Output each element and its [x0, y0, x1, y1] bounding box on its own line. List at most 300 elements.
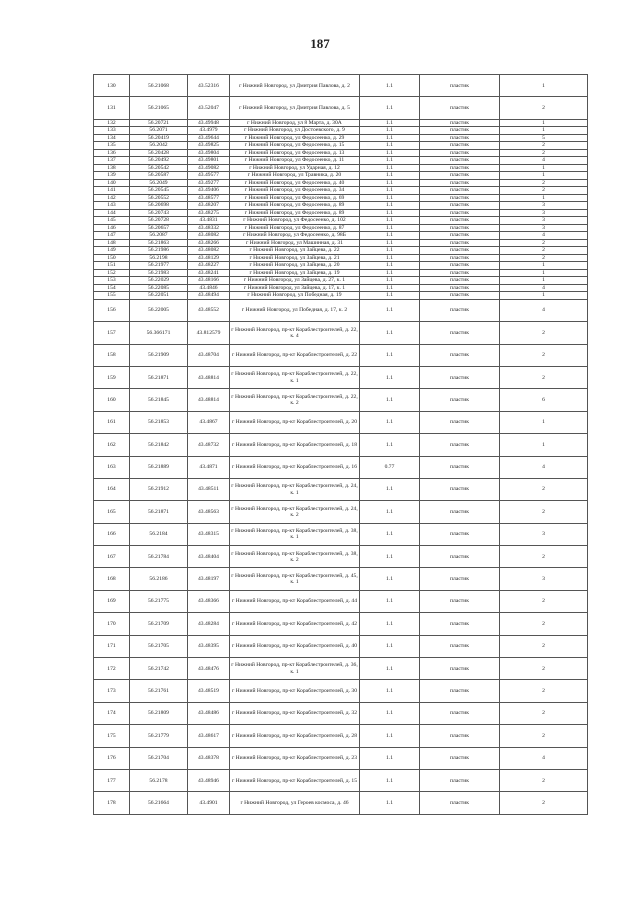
latitude-cell: 56.2198: [130, 254, 188, 262]
latitude-cell: 56.21065: [130, 97, 188, 119]
address-cell: г Нижний Новгород, ул Ударная, д. 12: [230, 164, 360, 172]
latitude-cell: 56.2071: [130, 127, 188, 135]
container-count-cell: 1: [500, 119, 588, 127]
container-count-cell: 2: [500, 769, 588, 791]
latitude-cell: 56.20698: [130, 202, 188, 210]
container-material-cell: пластик: [420, 284, 500, 292]
container-count-cell: 3: [500, 217, 588, 225]
table-row: [94, 157, 588, 165]
longitude-cell: 43.4846: [188, 284, 230, 292]
longitude-cell: 43.48241: [188, 269, 230, 277]
container-volume-cell: 1.1: [360, 613, 420, 635]
row-number-cell: 148: [94, 239, 130, 247]
latitude-cell: 56.20743: [130, 209, 188, 217]
container-count-cell: 3: [500, 224, 588, 232]
latitude-cell: 56.21977: [130, 262, 188, 270]
container-count-cell: 2: [500, 149, 588, 157]
table-row: [94, 284, 588, 292]
container-count-cell: 2: [500, 254, 588, 262]
row-number-cell: 159: [94, 366, 130, 388]
container-count-cell: 2: [500, 658, 588, 680]
container-material-cell: пластик: [420, 501, 500, 523]
container-count-cell: 2: [500, 366, 588, 388]
table-row: [94, 680, 588, 702]
longitude-cell: 43.4871: [188, 456, 230, 478]
container-volume-cell: 1.1: [360, 344, 420, 366]
container-count-cell: 2: [500, 702, 588, 724]
container-count-cell: 2: [500, 247, 588, 255]
container-material-cell: пластик: [420, 232, 500, 240]
container-volume-cell: 1.1: [360, 658, 420, 680]
latitude-cell: 56.21775: [130, 590, 188, 612]
address-cell: г Нижний Новгород, пр-кт Кораблестроителей, д. 22, к. 2: [230, 389, 360, 411]
row-number-cell: 157: [94, 322, 130, 344]
table-row: [94, 299, 588, 321]
table-row: [94, 344, 588, 366]
container-volume-cell: 1.1: [360, 284, 420, 292]
address-cell: г Нижний Новгород, ул Федосеенко, д. 87: [230, 224, 360, 232]
container-volume-cell: 1.1: [360, 769, 420, 791]
container-material-cell: пластик: [420, 134, 500, 142]
container-volume-cell: 1.1: [360, 202, 420, 210]
container-volume-cell: 1.1: [360, 568, 420, 590]
row-number-cell: 152: [94, 269, 130, 277]
table-row: [94, 613, 588, 635]
row-number-cell: 171: [94, 635, 130, 657]
row-number-cell: 164: [94, 478, 130, 500]
container-count-cell: 1: [500, 127, 588, 135]
container-material-cell: пластик: [420, 434, 500, 456]
container-count-cell: 4: [500, 157, 588, 165]
table-body: [94, 75, 588, 815]
container-count-cell: 4: [500, 456, 588, 478]
longitude-cell: 43.48315: [188, 523, 230, 545]
container-count-cell: 2: [500, 478, 588, 500]
address-cell: г Нижний Новгород, пр-кт Кораблестроителей, д. 24, к. 1: [230, 478, 360, 500]
container-material-cell: пластик: [420, 292, 500, 300]
latitude-cell: 56.21779: [130, 725, 188, 747]
table-row: [94, 194, 588, 202]
latitude-cell: 56.22005: [130, 299, 188, 321]
longitude-cell: 43.48366: [188, 590, 230, 612]
address-cell: г Нижний Новгород, пр-кт Кораблестроителей, д. 45, к. 1: [230, 568, 360, 590]
address-cell: г Нижний Новгород, пр-кт Кораблестроителей, д. 22, к. 1: [230, 366, 360, 388]
container-count-cell: 1: [500, 164, 588, 172]
address-cell: г Нижний Новгород, ул Федосеенко, д. 89: [230, 209, 360, 217]
longitude-cell: 43.48275: [188, 209, 230, 217]
container-volume-cell: 1.1: [360, 277, 420, 285]
latitude-cell: 56.20657: [130, 224, 188, 232]
row-number-cell: 161: [94, 411, 130, 433]
longitude-cell: 43.48404: [188, 546, 230, 568]
container-material-cell: пластик: [420, 613, 500, 635]
row-number-cell: 143: [94, 202, 130, 210]
longitude-cell: 43.48494: [188, 292, 230, 300]
table-row: [94, 209, 588, 217]
container-count-cell: 1: [500, 194, 588, 202]
longitude-cell: 43.48704: [188, 344, 230, 366]
container-material-cell: пластик: [420, 149, 500, 157]
latitude-cell: 56.21664: [130, 792, 188, 814]
container-volume-cell: 1.1: [360, 179, 420, 187]
container-material-cell: пластик: [420, 75, 500, 97]
row-number-cell: 141: [94, 187, 130, 195]
container-volume-cell: 1.1: [360, 172, 420, 180]
row-number-cell: 149: [94, 247, 130, 255]
address-cell: г Нижний Новгород, ул Федосеенко, д. 29: [230, 134, 360, 142]
longitude-cell: 43.812579: [188, 322, 230, 344]
container-volume-cell: 1.1: [360, 523, 420, 545]
table-row: [94, 568, 588, 590]
table-row: [94, 239, 588, 247]
longitude-cell: 43.49082: [188, 164, 230, 172]
container-count-cell: 6: [500, 389, 588, 411]
container-volume-cell: 1.1: [360, 411, 420, 433]
longitude-cell: 43.48814: [188, 366, 230, 388]
latitude-cell: 56.22085: [130, 284, 188, 292]
container-volume-cell: 1.1: [360, 119, 420, 127]
longitude-cell: 43.48166: [188, 277, 230, 285]
latitude-cell: 56.2178: [130, 769, 188, 791]
address-cell: г Нижний Новгород, ул Машинная, д. 31: [230, 239, 360, 247]
container-volume-cell: 1.1: [360, 702, 420, 724]
container-material-cell: пластик: [420, 411, 500, 433]
container-count-cell: 5: [500, 134, 588, 142]
address-cell: г Нижний Новгород, пр-кт Кораблестроителей, д. 23: [230, 747, 360, 769]
latitude-cell: 56.21842: [130, 434, 188, 456]
longitude-cell: 43.48266: [188, 239, 230, 247]
table-row: [94, 164, 588, 172]
address-cell: г Нижний Новгород, пр-кт Кораблестроителей, д. 22, к. 4: [230, 322, 360, 344]
container-material-cell: пластик: [420, 658, 500, 680]
container-volume-cell: 1.1: [360, 434, 420, 456]
longitude-cell: 43.48946: [188, 769, 230, 791]
latitude-cell: 56.20545: [130, 187, 188, 195]
longitude-cell: 43.52316: [188, 75, 230, 97]
container-volume-cell: 1.1: [360, 299, 420, 321]
latitude-cell: 56.21784: [130, 546, 188, 568]
container-count-cell: 2: [500, 239, 588, 247]
address-cell: г Нижний Новгород, ул Достоевского, д. 9: [230, 127, 360, 135]
container-volume-cell: 1.1: [360, 217, 420, 225]
container-count-cell: 1: [500, 172, 588, 180]
latitude-cell: 56.2184: [130, 523, 188, 545]
container-material-cell: пластик: [420, 792, 500, 814]
latitude-cell: 56.22051: [130, 292, 188, 300]
container-count-cell: 4: [500, 232, 588, 240]
container-count-cell: 3: [500, 209, 588, 217]
container-material-cell: пластик: [420, 635, 500, 657]
row-number-cell: 135: [94, 142, 130, 150]
container-volume-cell: 1.1: [360, 262, 420, 270]
table-row: [94, 254, 588, 262]
latitude-cell: 56.366171: [130, 322, 188, 344]
container-count-cell: 2: [500, 97, 588, 119]
container-material-cell: пластик: [420, 456, 500, 478]
container-count-cell: 4: [500, 284, 588, 292]
container-material-cell: пластик: [420, 277, 500, 285]
row-number-cell: 140: [94, 179, 130, 187]
row-number-cell: 174: [94, 702, 130, 724]
container-material-cell: пластик: [420, 254, 500, 262]
address-cell: г Нижний Новгород, пр-кт Кораблестроителей, д. 16: [230, 456, 360, 478]
row-number-cell: 131: [94, 97, 130, 119]
address-cell: г Нижний Новгород, ул Федосеенко, д. 34: [230, 187, 360, 195]
container-volume-cell: 1.1: [360, 546, 420, 568]
latitude-cell: 56.21704: [130, 747, 188, 769]
container-material-cell: пластик: [420, 322, 500, 344]
container-count-cell: 2: [500, 725, 588, 747]
longitude-cell: 43.48511: [188, 478, 230, 500]
row-number-cell: 144: [94, 209, 130, 217]
table-row: [94, 217, 588, 225]
row-number-cell: 154: [94, 284, 130, 292]
row-number-cell: 156: [94, 299, 130, 321]
container-volume-cell: 1.1: [360, 194, 420, 202]
address-cell: г Нижний Новгород, пр-кт Кораблестроителей, д. 36, к. 1: [230, 658, 360, 680]
container-count-cell: 3: [500, 568, 588, 590]
container-material-cell: пластик: [420, 217, 500, 225]
longitude-cell: 43.48082: [188, 232, 230, 240]
container-volume-cell: 1.1: [360, 164, 420, 172]
latitude-cell: 56.21761: [130, 680, 188, 702]
container-volume-cell: 1.1: [360, 792, 420, 814]
row-number-cell: 153: [94, 277, 130, 285]
container-material-cell: пластик: [420, 119, 500, 127]
row-number-cell: 137: [94, 157, 130, 165]
container-material-cell: пластик: [420, 725, 500, 747]
table-row: [94, 478, 588, 500]
longitude-cell: 43.48284: [188, 613, 230, 635]
longitude-cell: 43.49801: [188, 157, 230, 165]
row-number-cell: 134: [94, 134, 130, 142]
latitude-cell: 56.20492: [130, 157, 188, 165]
latitude-cell: 56.21983: [130, 269, 188, 277]
container-volume-cell: 1.1: [360, 478, 420, 500]
container-material-cell: пластик: [420, 769, 500, 791]
row-number-cell: 169: [94, 590, 130, 612]
container-volume-cell: 1.1: [360, 635, 420, 657]
table-row: [94, 635, 588, 657]
address-cell: г Нижний Новгород, ул Героев космоса, д. 46: [230, 792, 360, 814]
latitude-cell: 56.21889: [130, 456, 188, 478]
latitude-cell: 56.2042: [130, 142, 188, 150]
row-number-cell: 177: [94, 769, 130, 791]
table-row: [94, 142, 588, 150]
container-count-cell: 4: [500, 299, 588, 321]
latitude-cell: 56.21845: [130, 389, 188, 411]
longitude-cell: 43.48197: [188, 568, 230, 590]
row-number-cell: 145: [94, 217, 130, 225]
row-number-cell: 150: [94, 254, 130, 262]
longitude-cell: 43.48563: [188, 501, 230, 523]
table-row: [94, 702, 588, 724]
latitude-cell: 56.2186: [130, 568, 188, 590]
table-row: [94, 322, 588, 344]
longitude-cell: 43.48476: [188, 658, 230, 680]
container-volume-cell: 1.1: [360, 747, 420, 769]
latitude-cell: 56.21909: [130, 344, 188, 366]
latitude-cell: 56.21986: [130, 247, 188, 255]
row-number-cell: 170: [94, 613, 130, 635]
address-cell: г Нижний Новгород, пр-кт Кораблестроителей, д. 18: [230, 434, 360, 456]
address-cell: г Нижний Новгород, пр-кт Кораблестроителей, д. 44: [230, 590, 360, 612]
address-cell: г Нижний Новгород, ул Победная, д. 17, к. 2: [230, 299, 360, 321]
container-volume-cell: 0.77: [360, 456, 420, 478]
table-row: [94, 134, 588, 142]
container-material-cell: пластик: [420, 568, 500, 590]
container-volume-cell: 1.1: [360, 97, 420, 119]
row-number-cell: 142: [94, 194, 130, 202]
longitude-cell: 43.49577: [188, 172, 230, 180]
container-volume-cell: 1.1: [360, 269, 420, 277]
container-count-cell: 1: [500, 75, 588, 97]
address-cell: г Нижний Новгород, пр-кт Кораблестроителей, д. 42: [230, 613, 360, 635]
address-cell: г Нижний Новгород, ул Зайцева, д. 20: [230, 262, 360, 270]
table-row: [94, 389, 588, 411]
longitude-cell: 43.48617: [188, 725, 230, 747]
container-count-cell: 2: [500, 322, 588, 344]
container-count-cell: 1: [500, 411, 588, 433]
address-cell: г Нижний Новгород, ул Зайцева, д. 27, к. 1: [230, 277, 360, 285]
address-cell: г Нижний Новгород, пр-кт Кораблестроителей, д. 15: [230, 769, 360, 791]
container-material-cell: пластик: [420, 209, 500, 217]
container-count-cell: 2: [500, 590, 588, 612]
row-number-cell: 175: [94, 725, 130, 747]
longitude-cell: 43.48332: [188, 224, 230, 232]
row-number-cell: 166: [94, 523, 130, 545]
container-count-cell: 3: [500, 523, 588, 545]
address-cell: г Нижний Новгород, пр-кт Кораблестроителей, д. 20: [230, 411, 360, 433]
table-row: [94, 546, 588, 568]
row-number-cell: 158: [94, 344, 130, 366]
container-volume-cell: 1.1: [360, 224, 420, 232]
page-number: 187: [310, 36, 330, 51]
latitude-cell: 56.21871: [130, 366, 188, 388]
longitude-cell: 43.48577: [188, 194, 230, 202]
table-row: [94, 792, 588, 814]
row-number-cell: 151: [94, 262, 130, 270]
longitude-cell: 43.48552: [188, 299, 230, 321]
latitude-cell: 56.20721: [130, 119, 188, 127]
longitude-cell: 43.49277: [188, 179, 230, 187]
container-volume-cell: 1.1: [360, 366, 420, 388]
container-count-cell: 1: [500, 269, 588, 277]
address-cell: г Нижний Новгород, ул Победная, д. 19: [230, 292, 360, 300]
row-number-cell: 139: [94, 172, 130, 180]
table-row: [94, 179, 588, 187]
latitude-cell: 56.20552: [130, 194, 188, 202]
container-material-cell: пластик: [420, 202, 500, 210]
table-row: [94, 411, 588, 433]
container-material-cell: пластик: [420, 344, 500, 366]
container-count-cell: 2: [500, 187, 588, 195]
container-count-cell: 2: [500, 501, 588, 523]
longitude-cell: 43.48486: [188, 702, 230, 724]
longitude-cell: 43.49406: [188, 187, 230, 195]
container-volume-cell: 1.1: [360, 157, 420, 165]
row-number-cell: 147: [94, 232, 130, 240]
container-volume-cell: 1.1: [360, 680, 420, 702]
table-row: [94, 262, 588, 270]
latitude-cell: 56.20419: [130, 134, 188, 142]
container-count-cell: 2: [500, 179, 588, 187]
container-count-cell: 2: [500, 344, 588, 366]
longitude-cell: 43.48227: [188, 262, 230, 270]
container-material-cell: пластик: [420, 179, 500, 187]
container-count-cell: 3: [500, 202, 588, 210]
container-material-cell: пластик: [420, 157, 500, 165]
address-cell: г Нижний Новгород, ул Травника, д. 20: [230, 172, 360, 180]
container-material-cell: пластик: [420, 127, 500, 135]
container-material-cell: пластик: [420, 239, 500, 247]
table-row: [94, 75, 588, 97]
latitude-cell: 56.20728: [130, 217, 188, 225]
longitude-cell: 43.48732: [188, 434, 230, 456]
container-count-cell: 1: [500, 292, 588, 300]
latitude-cell: 56.21863: [130, 239, 188, 247]
container-volume-cell: 1.1: [360, 232, 420, 240]
container-volume-cell: 1.1: [360, 292, 420, 300]
table-row: [94, 434, 588, 456]
address-cell: г Нижний Новгород, ул Зайцева, д. 22: [230, 247, 360, 255]
container-volume-cell: 1.1: [360, 187, 420, 195]
latitude-cell: 56.2049: [130, 179, 188, 187]
longitude-cell: 43.49644: [188, 134, 230, 142]
container-count-cell: 1: [500, 262, 588, 270]
address-cell: г Нижний Новгород, ул Федосеенко, д. 69: [230, 194, 360, 202]
container-volume-cell: 1.1: [360, 322, 420, 344]
longitude-cell: 43.48814: [188, 389, 230, 411]
container-material-cell: пластик: [420, 247, 500, 255]
container-material-cell: пластик: [420, 478, 500, 500]
container-material-cell: пластик: [420, 269, 500, 277]
container-count-cell: 1: [500, 277, 588, 285]
address-cell: г Нижний Новгород, ул 8 Марта, д. 30А: [230, 119, 360, 127]
longitude-cell: 43.49804: [188, 149, 230, 157]
row-number-cell: 162: [94, 434, 130, 456]
latitude-cell: 56.21871: [130, 501, 188, 523]
address-cell: г Нижний Новгород, ул Дмитрия Павлова, д. 2: [230, 75, 360, 97]
latitude-cell: 56.21912: [130, 478, 188, 500]
container-material-cell: пластик: [420, 172, 500, 180]
row-number-cell: 160: [94, 389, 130, 411]
container-volume-cell: 1.1: [360, 389, 420, 411]
table-row: [94, 658, 588, 680]
table-row: [94, 202, 588, 210]
address-cell: г Нижний Новгород, пр-кт Кораблестроителей, д. 30: [230, 680, 360, 702]
address-cell: г Нижний Новгород, ул Дмитрия Павлова, д. 5: [230, 97, 360, 119]
table-row: [94, 149, 588, 157]
container-volume-cell: 1.1: [360, 209, 420, 217]
table-row: [94, 119, 588, 127]
container-material-cell: пластик: [420, 590, 500, 612]
table-row: [94, 277, 588, 285]
longitude-cell: 43.48378: [188, 747, 230, 769]
address-cell: г Нижний Новгород, ул Зайцева, д. 19: [230, 269, 360, 277]
latitude-cell: 56.21709: [130, 613, 188, 635]
address-cell: г Нижний Новгород, ул Федосеенко, д. 40: [230, 179, 360, 187]
address-cell: г Нижний Новгород, ул Федосеенко, д. 102: [230, 217, 360, 225]
container-material-cell: пластик: [420, 164, 500, 172]
row-number-cell: 130: [94, 75, 130, 97]
row-number-cell: 176: [94, 747, 130, 769]
longitude-cell: 43.48395: [188, 635, 230, 657]
container-count-cell: 2: [500, 142, 588, 150]
container-volume-cell: 1.1: [360, 75, 420, 97]
table-row: [94, 523, 588, 545]
table-row: [94, 769, 588, 791]
